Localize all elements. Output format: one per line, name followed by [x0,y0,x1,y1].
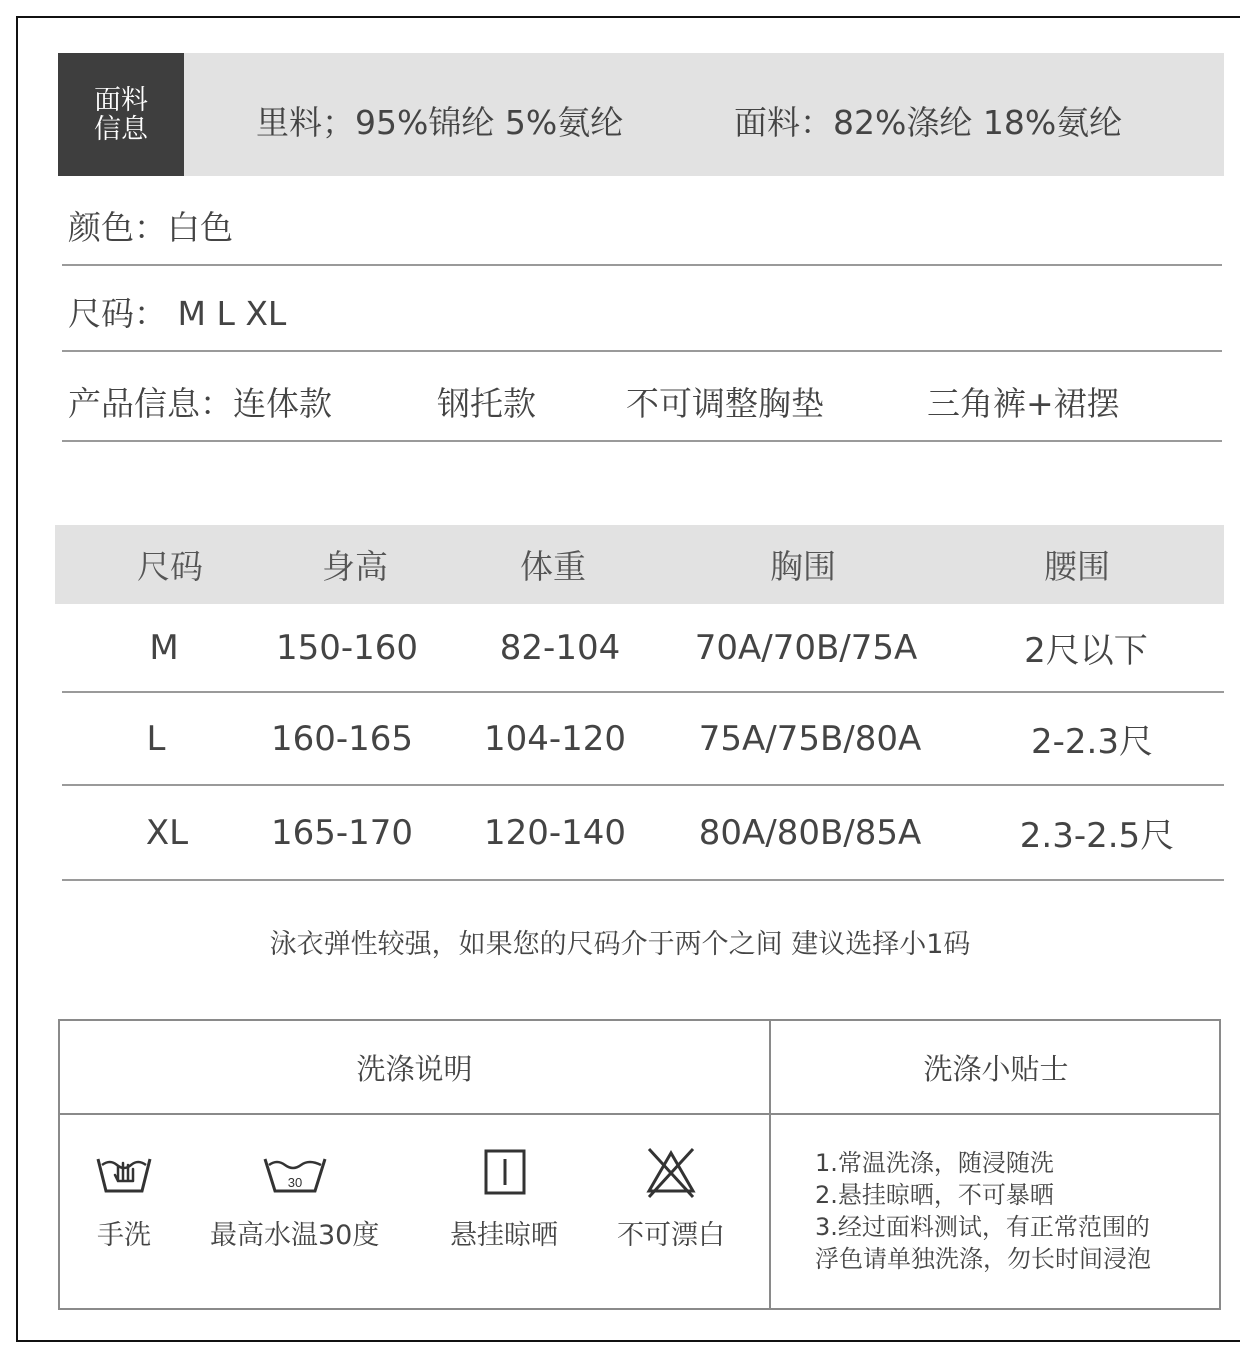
table-cell: 2.3-2.5尺 [1019,816,1175,856]
header-cell: 腰围 [1044,547,1110,586]
tip-item: 1.常温洗涤，随浸随洗 [815,1149,1054,1177]
size-text: 尺码： M L XL [68,294,287,333]
header-cell: 尺码 [137,547,203,586]
header-cell: 胸围 [770,547,836,586]
care-item-hang-dry [450,1141,558,1252]
table-cell: M [149,627,179,668]
table-cell: 75A/75B/80A [698,718,922,759]
wash-tips-list [815,1147,1151,1275]
tip-item: 2.悬挂晾晒，不可暴晒 [815,1181,1054,1209]
product-underwire: 钢托款 [437,384,536,423]
header-cell: 身高 [322,547,388,586]
color-text: 颜色：白色 [68,208,233,247]
size-advice-note: 泳衣弹性较强，如果您的尺码介于两个之间 建议选择小1码 [269,929,971,960]
table-cell: 160-165 [270,718,414,759]
lining-material: 里料；95%锦纶 5%氨纶 [256,103,624,142]
product-info-row [62,352,1222,442]
table-cell: L [146,718,166,759]
badge-line-2: 信息 [94,113,148,145]
header-cell: 体重 [520,547,586,586]
no-bleach-icon [631,1141,711,1201]
table-header [55,525,1224,604]
shell-material: 面料：82%涤纶 18%氨纶 [734,103,1123,142]
fabric-info-band [58,53,1224,176]
care-item-hand-wash [84,1141,164,1252]
product-info-label: 产品信息：连体款 [68,384,332,423]
divider [60,1113,1219,1115]
tip-item: 浮色请单独洗涤，勿长时间浸泡 [815,1245,1151,1273]
fabric-info-badge [58,53,184,176]
care-label: 手洗 [97,1220,151,1251]
care-item-wash-30 [210,1141,379,1252]
product-pad: 不可调整胸垫 [626,384,824,423]
care-label: 不可漂白 [617,1220,725,1251]
wash-instructions-title: 洗涤说明 [356,1051,473,1086]
table-cell: 165-170 [270,812,414,853]
table-cell: 70A/70B/75A [694,627,918,668]
table-cell: XL [145,812,189,853]
wash-temperature: 30 [287,1175,302,1190]
wash-tips-title: 洗涤小贴士 [923,1051,1069,1086]
table-cell: 80A/80B/85A [698,812,922,853]
table-cell: 2尺以下 [1024,631,1148,671]
table-row [62,786,1224,881]
care-label: 最高水温30度 [210,1220,380,1251]
care-item-no-bleach [617,1141,725,1252]
badge-line-1: 面料 [94,84,148,116]
table-row [62,693,1224,786]
size-row [62,266,1222,352]
tip-item: 3.经过面料测试，有正常范围的 [815,1213,1150,1241]
hang-dry-icon [464,1141,544,1201]
table-row [62,604,1224,693]
table-cell: 2-2.3尺 [1031,722,1153,762]
table-cell: 82-104 [499,627,621,668]
product-style: 三角裤+裙摆 [927,384,1120,423]
wash-care-box [58,1019,1221,1310]
table-cell: 120-140 [483,812,627,853]
table-cell: 104-120 [483,718,627,759]
table-cell: 150-160 [275,627,419,668]
wash-30-icon [255,1141,335,1201]
care-label: 悬挂晾晒 [450,1220,558,1251]
hand-wash-icon [84,1141,164,1201]
color-row [62,176,1222,266]
